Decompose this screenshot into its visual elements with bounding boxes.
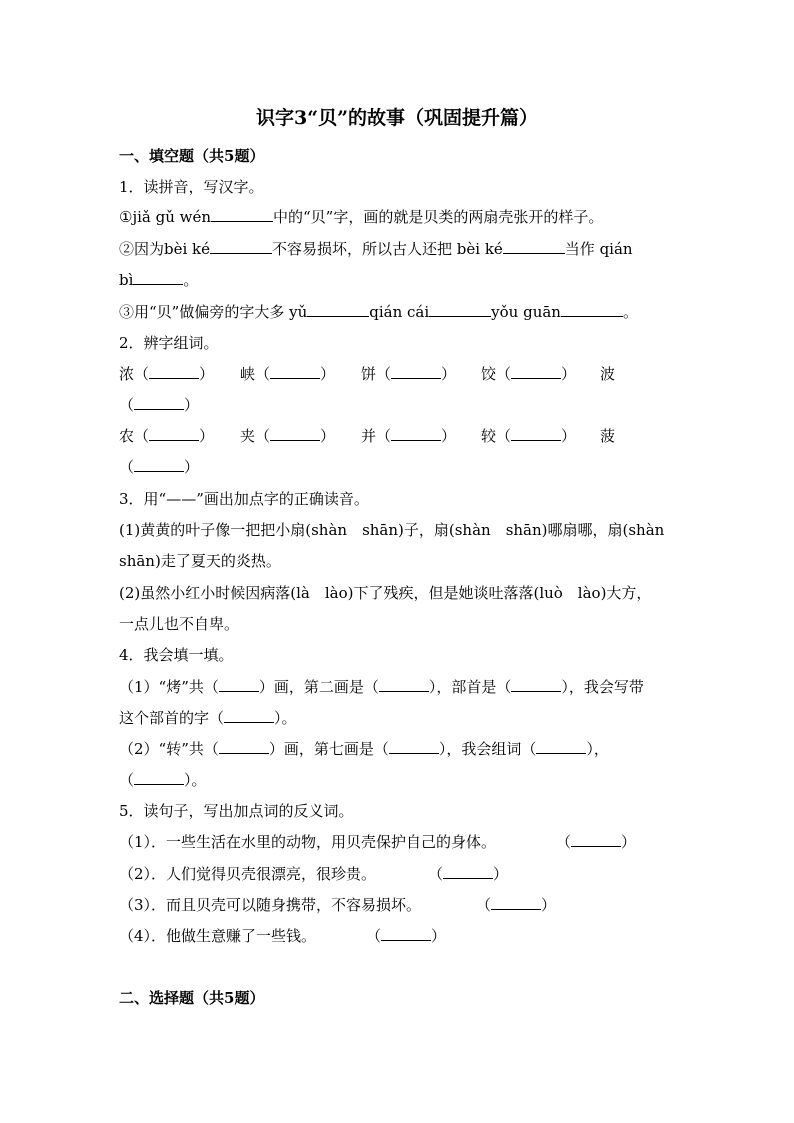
- q4-line1: （1）“烤”共（ ）画，第二画是（ ），部首是（ ），我会写带: [119, 678, 644, 696]
- answer-blank[interactable]: [210, 239, 272, 254]
- answer-blank[interactable]: [149, 426, 199, 441]
- answer-blank[interactable]: [133, 270, 183, 285]
- answer-blank[interactable]: [389, 739, 439, 754]
- answer-blank[interactable]: [381, 926, 431, 941]
- answer-blank[interactable]: [491, 895, 541, 910]
- q5-sentence2: （2）．人们觉得贝壳很漂亮，很珍贵。: [119, 865, 377, 883]
- q2-item-wrap: （ ）: [119, 458, 200, 476]
- q4-line1-cont: 这个部首的字（ ）。: [119, 709, 297, 727]
- q2-item: 饺（ ）: [481, 365, 577, 383]
- answer-blank[interactable]: [536, 739, 586, 754]
- answer-blank[interactable]: [391, 426, 441, 441]
- answer-blank[interactable]: [307, 302, 369, 317]
- answer-blank[interactable]: [270, 426, 320, 441]
- q2-stem: 2．辨字组词。: [119, 334, 219, 352]
- answer-blank[interactable]: [571, 832, 621, 847]
- q3-stem: 3．用“——”画出加点字的正确读音。: [119, 490, 369, 508]
- q5-answer3: （ ）: [476, 896, 557, 914]
- answer-blank[interactable]: [429, 302, 491, 317]
- q2-item: 夹（ ）: [240, 427, 336, 445]
- q2-item-wrap: （ ）: [119, 396, 200, 414]
- q4-stem: 4．我会填一填。: [119, 646, 234, 664]
- answer-blank[interactable]: [134, 457, 184, 472]
- q2-item: 农（ ）: [119, 427, 215, 445]
- q1-line2: ②因为bèi ké 不容易损坏，所以古人还把 bèi ké 当作 qián: [119, 240, 633, 258]
- answer-blank[interactable]: [134, 770, 184, 785]
- answer-blank[interactable]: [561, 302, 623, 317]
- q3-sentence2-cont: 一点儿也不自卑。: [119, 615, 240, 633]
- q1-line1: ①jiǎ gǔ wén 中的“贝”字，画的就是贝类的两扇壳张开的样子。: [119, 208, 604, 226]
- answer-blank[interactable]: [149, 364, 199, 379]
- answer-blank[interactable]: [503, 239, 565, 254]
- q1-line3: bì 。: [119, 271, 199, 289]
- q5-sentence3: （3）．而且贝壳可以随身携带，不容易损坏。: [119, 896, 422, 914]
- answer-blank[interactable]: [219, 739, 269, 754]
- q2-item: 峡（ ）: [240, 365, 336, 383]
- q3-sentence1: (1)黄黄的叶子像一把把小扇(shàn shān)子，扇(shàn shān)哪扇哪，扇(shàn: [119, 521, 665, 539]
- q2-item: 并（ ）: [361, 427, 457, 445]
- q2-item: 饼（ ）: [361, 365, 457, 383]
- q5-sentence1: （1）．一些生活在水里的动物，用贝壳保护自己的身体。: [119, 833, 497, 851]
- q5-answer4: （ ）: [366, 927, 447, 945]
- q3-sentence1-cont: shān)走了夏天的炎热。: [119, 552, 281, 570]
- q4-line2-cont: （ ）。: [119, 771, 207, 789]
- q2-item: 浓（ ）: [119, 365, 215, 383]
- q1-stem: 1．读拼音，写汉字。: [119, 178, 264, 196]
- answer-blank[interactable]: [224, 708, 274, 723]
- q4-line2: （2）“转”共（ ）画，第七画是（ ），我会组词（ ），: [119, 740, 609, 758]
- answer-blank[interactable]: [211, 207, 273, 222]
- q1-line4: ③用“贝”做偏旁的字大多 yǔ qián cái yǒu guān 。: [119, 303, 638, 321]
- section-choice-heading: 二、选择题（共5题）: [119, 989, 265, 1007]
- section-fill-in-heading: 一、填空题（共5题）: [119, 147, 265, 165]
- q5-answer1: （ ）: [556, 833, 637, 851]
- answer-blank[interactable]: [134, 395, 184, 410]
- answer-blank[interactable]: [511, 426, 561, 441]
- q2-item: 较（ ）: [481, 427, 577, 445]
- q2-item: 波: [600, 365, 616, 383]
- q5-sentence4: （4）．他做生意赚了一些钱。: [119, 927, 317, 945]
- q3-sentence2: (2)虽然小红小时候因病落(là lào)下了残疾，但是她谈吐落落(luò lào)大方，: [119, 584, 652, 602]
- answer-blank[interactable]: [391, 364, 441, 379]
- answer-blank[interactable]: [511, 677, 561, 692]
- page-title: 识字3“贝”的故事（巩固提升篇）: [255, 107, 539, 129]
- answer-blank[interactable]: [379, 677, 429, 692]
- q5-answer2: （ ）: [428, 865, 509, 883]
- answer-blank[interactable]: [511, 364, 561, 379]
- answer-blank[interactable]: [443, 864, 493, 879]
- q5-stem: 5．读句子，写出加点词的反义词。: [119, 802, 354, 820]
- answer-blank[interactable]: [270, 364, 320, 379]
- q2-item: 菠: [600, 427, 616, 445]
- answer-blank[interactable]: [219, 677, 259, 692]
